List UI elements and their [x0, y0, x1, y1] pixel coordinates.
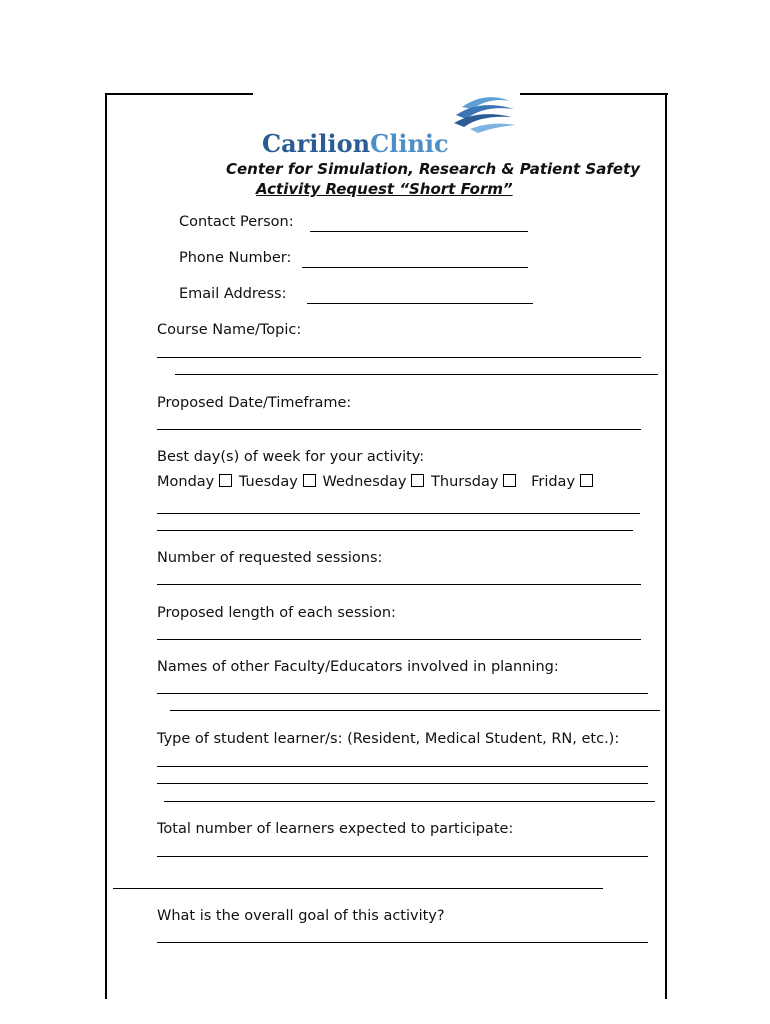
- day-monday-label: Monday: [157, 474, 215, 490]
- contact-person-line[interactable]: [310, 231, 528, 232]
- faculty-names-label: Names of other Faculty/Educators involved in planning:: [157, 659, 559, 675]
- day-friday-label: Friday: [531, 474, 576, 490]
- course-name-line-2[interactable]: [175, 374, 658, 375]
- faculty-names-line-1[interactable]: [157, 693, 648, 694]
- day-monday-checkbox[interactable]: [219, 474, 232, 487]
- phone-number-label: Phone Number:: [179, 250, 292, 266]
- proposed-date-line[interactable]: [157, 429, 641, 430]
- total-learners-line[interactable]: [157, 856, 648, 857]
- learner-type-line-1[interactable]: [157, 766, 648, 767]
- logo-word-clinic: Clinic: [370, 129, 449, 158]
- section-separator-line: [113, 888, 603, 889]
- proposed-date-label: Proposed Date/Timeframe:: [157, 395, 352, 411]
- day-thursday-checkbox[interactable]: [503, 474, 516, 487]
- course-name-label: Course Name/Topic:: [157, 322, 302, 338]
- email-address-line[interactable]: [307, 303, 533, 304]
- learner-type-line-2[interactable]: [157, 783, 648, 784]
- overall-goal-line[interactable]: [157, 942, 648, 943]
- session-length-line[interactable]: [157, 639, 641, 640]
- carilion-clinic-logo: [262, 95, 512, 160]
- day-thursday-label: Thursday: [431, 474, 499, 490]
- logo-wordmark: [262, 129, 449, 158]
- form-border-top-right: [520, 93, 668, 95]
- session-length-label: Proposed length of each session:: [157, 605, 396, 621]
- carilion-swirl-icon: [450, 95, 520, 135]
- num-sessions-line[interactable]: [157, 584, 641, 585]
- form-title: Center for Simulation, Research & Patient Safety: [226, 160, 640, 178]
- form-border-right: [665, 93, 667, 999]
- contact-person-label: Contact Person:: [179, 214, 294, 230]
- email-address-label: Email Address:: [179, 286, 287, 302]
- form-border-left: [105, 93, 107, 999]
- day-wednesday-checkbox[interactable]: [411, 474, 424, 487]
- best-days-line-2[interactable]: [157, 530, 633, 531]
- day-wednesday-label: Wednesday: [322, 474, 407, 490]
- best-days-line-1[interactable]: [157, 513, 640, 514]
- day-tuesday-label: Tuesday: [238, 474, 298, 490]
- logo-word-carilion: Carilion: [262, 129, 371, 158]
- form-subtitle: Activity Request “Short Form”: [256, 180, 513, 198]
- faculty-names-line-2[interactable]: [170, 710, 660, 711]
- learner-type-line-3[interactable]: [164, 801, 655, 802]
- day-friday-checkbox[interactable]: [580, 474, 593, 487]
- course-name-line-1[interactable]: [157, 357, 641, 358]
- best-days-label: Best day(s) of week for your activity:: [157, 449, 425, 465]
- total-learners-label: Total number of learners expected to participate:: [157, 821, 514, 837]
- day-tuesday-checkbox[interactable]: [303, 474, 316, 487]
- num-sessions-label: Number of requested sessions:: [157, 550, 383, 566]
- form-border-top-left: [105, 93, 253, 95]
- weekday-checkboxes: [157, 474, 595, 490]
- phone-number-line[interactable]: [302, 267, 528, 268]
- overall-goal-label: What is the overall goal of this activity?: [157, 908, 445, 924]
- learner-type-label: Type of student learner/s: (Resident, Medical Student, RN, etc.):: [157, 731, 620, 747]
